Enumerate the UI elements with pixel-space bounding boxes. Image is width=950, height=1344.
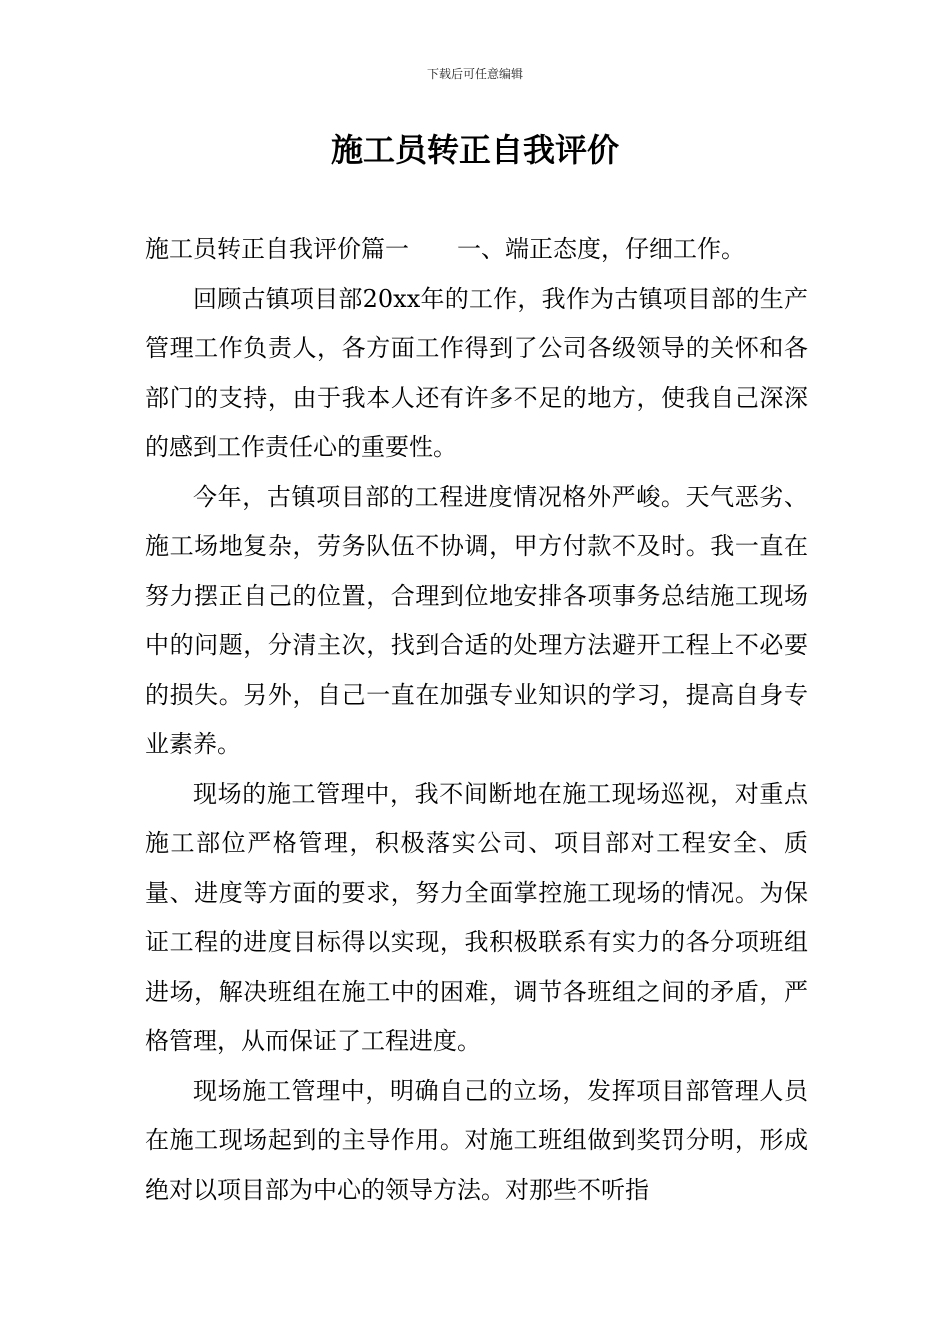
first-line — [145, 225, 808, 275]
document-body — [145, 225, 808, 1215]
section-gap — [409, 235, 457, 263]
paragraph-progress: 今年，古镇项目部的工程进度情况格外严峻。天气恶劣、施工场地复杂，劳务队伍不协调，甲方付款不及时。我一直在努力摆正自己的位置，合理到位地安排各项事务总结施工现场中的问题，分清主次，找到合适的处理方法避开工程上不必要的损失。另外，自己一直在加强专业知识的学习，提高自身专业素养。 — [145, 482, 808, 758]
paragraph-review: 回顾古镇项目部20xx年的工作，我作为古镇项目部的生产管理工作负责人，各方面工作得到了公司各级领导的关怀和各部门的支持，由于我本人还有许多不足的地方，使我自己深深的感到工作责任心的重要性。 — [145, 284, 808, 461]
section-lead: 施工员转正自我评价篇一 — [145, 235, 409, 263]
paragraph-leadership: 现场施工管理中，明确自己的立场，发挥项目部管理人员在施工现场起到的主导作用。对施工班组做到奖罚分明，形成绝对以项目部为中心的领导方法。对那些不听指 — [145, 1076, 808, 1204]
document-title: 施工员转正自我评价 — [330, 131, 619, 169]
paragraph-site-management: 现场的施工管理中，我不间断地在施工现场巡视，对重点施工部位严格管理，积极落实公司、项目部对工程安全、质量、进度等方面的要求，努力全面掌控施工现场的情况。为保证工程的进度目标得以实现，我积极联系有实力的各分项班组进场，解决班组在施工中的困难，调节各班组之间的矛盾，严格管理，从而保证了工程进度。 — [145, 779, 808, 1055]
section-heading: 一、端正态度，仔细工作。 — [457, 235, 745, 263]
download-editable-note: 下载后可任意编辑 — [426, 67, 523, 81]
